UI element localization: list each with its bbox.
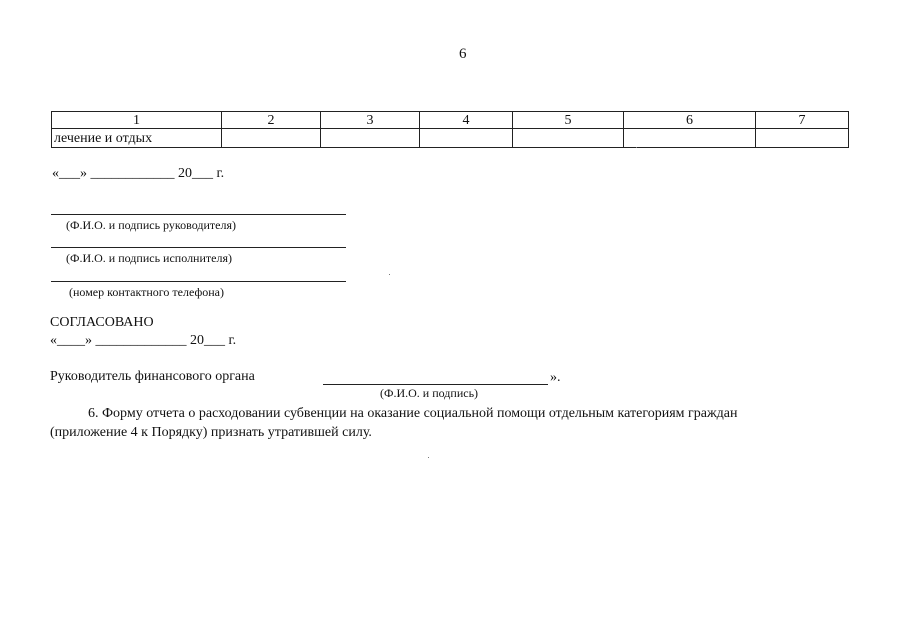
table-cell <box>624 129 756 148</box>
finance-head-suffix: ». <box>550 370 561 385</box>
page-number: 6 <box>459 46 467 62</box>
finance-head-signature-line <box>323 384 548 385</box>
signature-line-phone <box>51 281 346 282</box>
table-cell <box>420 129 513 148</box>
paragraph-6 <box>50 404 840 442</box>
table-cell <box>222 129 321 148</box>
scan-speck <box>428 457 429 458</box>
signature-caption-manager: (Ф.И.О. и подпись руководителя) <box>66 218 236 232</box>
table-header-cell: 7 <box>756 112 849 129</box>
agreed-date-line: «____» _____________ 20___ г. <box>50 333 237 348</box>
scan-speck <box>389 274 390 275</box>
signature-line-manager <box>51 214 346 215</box>
table-header-cell: 1 <box>52 112 222 129</box>
table-cell <box>756 129 849 148</box>
report-table <box>51 111 849 148</box>
table-cell <box>321 129 420 148</box>
scan-speck <box>636 147 637 148</box>
table-header-row <box>52 112 849 129</box>
signature-line-executor <box>51 247 346 248</box>
date-line: «___» ____________ 20___ г. <box>52 166 225 181</box>
agreed-title: СОГЛАСОВАНО <box>50 315 154 330</box>
table-header-cell: 2 <box>222 112 321 129</box>
table-cell <box>513 129 624 148</box>
table-header-cell: 5 <box>513 112 624 129</box>
paragraph-line: (приложение 4 к Порядку) признать утратившей силу. <box>50 425 372 440</box>
paragraph-line: 6. Форму отчета о расходовании субвенции на оказание социальной помощи отдельным категориям граждан <box>88 406 738 421</box>
table-header-cell: 3 <box>321 112 420 129</box>
table-row <box>52 129 849 148</box>
table-cell: лечение и отдых <box>52 129 222 148</box>
finance-head-label: Руководитель финансового органа <box>50 369 255 384</box>
signature-caption-executor: (Ф.И.О. и подпись исполнителя) <box>66 251 232 265</box>
table-header-cell: 4 <box>420 112 513 129</box>
finance-head-caption: (Ф.И.О. и подпись) <box>380 386 479 400</box>
table-header-cell: 6 <box>624 112 756 129</box>
signature-caption-phone: (номер контактного телефона) <box>69 285 224 299</box>
